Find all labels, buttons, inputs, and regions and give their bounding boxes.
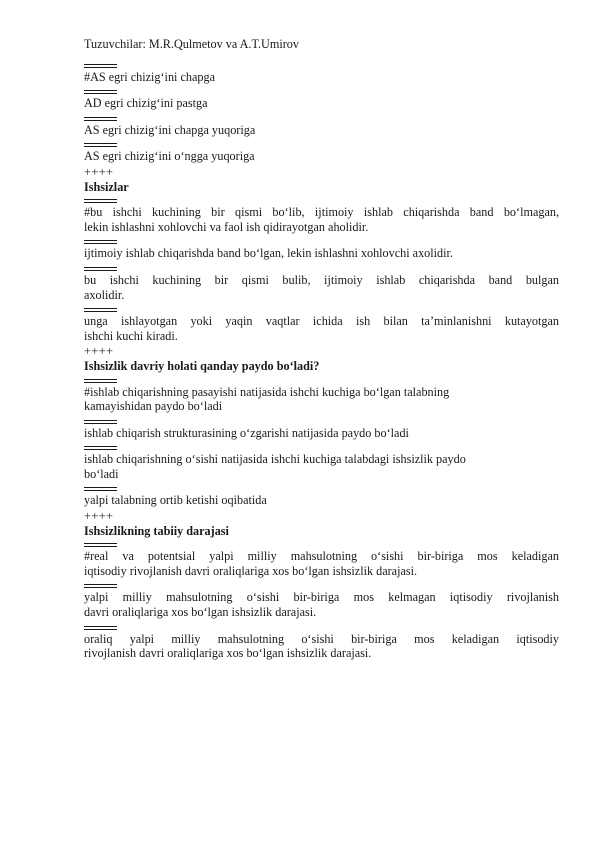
answer-option [84, 632, 559, 661]
answer-option-line: bu ishchi kuchining bir qismi bulib, ijtimoiy ishlab chiqarishda band bulgan [84, 272, 559, 287]
answer-option [84, 314, 559, 343]
answer-option-line: ishlab chiqarishning o‘sishi natijasida ishchi kuchiga talabdagi ishsizlik paydo [84, 452, 466, 467]
option-separator [84, 64, 117, 68]
answer-option: #AS egri chizig‘ini chapga [84, 69, 215, 84]
option-separator [84, 446, 117, 450]
option-separator [84, 626, 117, 630]
question-marker: ++++ [84, 164, 114, 179]
answer-option [84, 246, 559, 261]
answer-option [84, 426, 559, 441]
option-separator [84, 199, 117, 203]
option-separator [84, 267, 117, 271]
question-block-4 [84, 509, 559, 661]
answer-option-line: #ishlab chiqarishning pasayishi natijasida ishchi kuchiga bo‘lgan talabning [84, 384, 450, 399]
answer-option: AS egri chizig‘ini o‘ngga yuqoriga [84, 149, 255, 164]
option-separator [84, 90, 117, 94]
document-page [84, 37, 559, 667]
answer-option-line: iqtisodiy rivojlanish davri oraliqlariga xos bo‘lgan ishsizlik darajasi. [84, 563, 418, 578]
answer-option [84, 273, 559, 302]
option-separator [84, 240, 117, 244]
answer-option: AS egri chizig‘ini chapga yuqoriga [84, 122, 256, 137]
answer-option-line: oraliq yalpi milliy mahsulotning o‘sishi bir-biriga mos keladigan iqtisodiy [84, 631, 559, 646]
answer-option-line: kamayishidan paydo bo‘ladi [84, 399, 223, 414]
answer-option-line: unga ishlayotgan yoki yaqin vaqtlar ichida ish bilan ta’minlanishni kutayotgan [84, 314, 559, 329]
answer-option-line: rivojlanish davri oraliqlariga xos bo‘lgan ishsizlik darajasi. [84, 646, 372, 661]
answer-option-line: yalpi talabning ortib ketishi oqibatida [84, 493, 267, 508]
answer-option-line: axolidir. [84, 287, 125, 302]
answer-option-line: ijtimoiy ishlab chiqarishda band bo‘lgan, lekin ishlashni xohlovchi axolidir. [84, 246, 453, 261]
document-header: Tuzuvchilar: M.R.Qulmetov va A.T.Umirov [84, 37, 299, 51]
answer-option-line: ishlab chiqarish strukturasining o‘zgarishi natijasida paydo bo‘ladi [84, 425, 409, 440]
question-marker: ++++ [84, 344, 114, 359]
answer-option [84, 549, 559, 578]
question-heading: Ishsizlar [84, 179, 129, 194]
option-separator [84, 379, 117, 383]
question-marker: ++++ [84, 509, 114, 524]
question-heading: Ishsizlikning tabiiy darajasi [84, 523, 229, 538]
option-separator [84, 117, 117, 121]
answer-option [84, 205, 559, 234]
option-separator [84, 143, 117, 147]
answer-option-line: #real va potentsial yalpi milliy mahsulotning o‘sishi bir-biriga mos keladigan [84, 549, 559, 564]
answer-option: AD egri chizig‘ini pastga [84, 96, 208, 111]
option-separator [84, 487, 117, 491]
option-separator [84, 308, 117, 312]
answer-option-line: lekin ishlashni xohlovchi va faol ish qidirayotgan aholidir. [84, 219, 369, 234]
question-heading: Ishsizlik davriy holati qanday paydo bo‘ladi? [84, 358, 320, 373]
option-separator [84, 584, 117, 588]
answer-option [84, 385, 559, 414]
answer-option-line: ishchi kuchi kiradi. [84, 328, 178, 343]
answer-option [84, 590, 559, 619]
answer-option-line: #bu ishchi kuchining bir qismi bo‘lib, ijtimoiy ishlab chiqarishda band bo‘lmagan, [84, 205, 559, 220]
option-separator [84, 420, 117, 424]
option-separator [84, 543, 117, 547]
answer-option-line: bo‘ladi [84, 466, 119, 481]
question-block-3 [84, 344, 559, 508]
answer-option [84, 452, 559, 481]
question-block-2 [84, 165, 559, 343]
answer-option-line: yalpi milliy mahsulotning o‘sishi bir-biriga mos kelmagan iqtisodiy rivojlanish [84, 590, 559, 605]
question-block-1 [84, 64, 559, 164]
answer-option-line: davri oraliqlariga xos bo‘lgan ishsizlik darajasi. [84, 605, 317, 620]
answer-option [84, 493, 559, 508]
